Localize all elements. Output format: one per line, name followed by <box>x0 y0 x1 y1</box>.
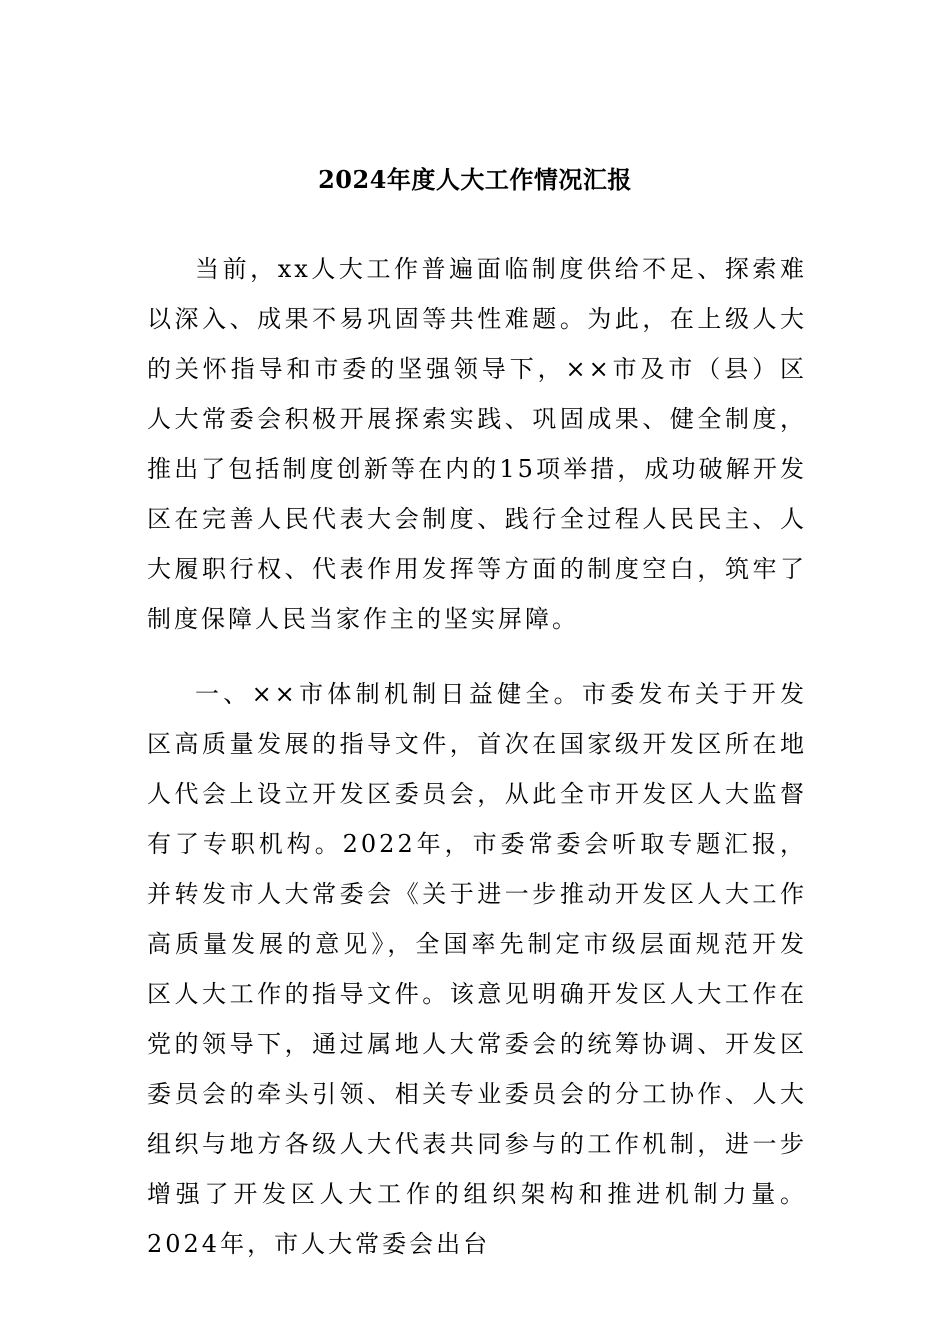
paragraph-intro: 当前，xx人大工作普遍面临制度供给不足、探索难以深入、成果不易巩固等共性难题。为此，在上级人大的关怀指导和市委的坚强领导下，××市及市（县）区人大常委会积极开展探索实践、巩固成果、健全制度，推出了包括制度创新等在内的15项举措，成功破解开发区在完善人民代表大会制度、践行全过程人民民主、人大履职行权、代表作用发挥等方面的制度空白，筑牢了制度保障人民当家作主的坚实屏障。 <box>147 255 807 633</box>
paragraph-section-1: 一、××市体制机制日益健全。市委发布关于开发区高质量发展的指导文件，首次在国家级开发区所在地人代会上设立开发区委员会，从此全市开发区人大监督有了专职机构。2022年，市委常委会听取专题汇报，并转发市人大常委会《关于进一步推动开发区人大工作高质量发展的意见》，全国率先制定市级层面规范开发区人大工作的指导文件。该意见明确开发区人大工作在党的领导下，通过属地人大常委会的统筹协调、开发区委员会的牵头引领、相关专业委员会的分工协作、人大组织与地方各级人大代表共同参与的工作机制，进一步增强了开发区人大工作的组织架构和推进机制力量。2024年，市人大常委会出台 <box>147 680 807 1258</box>
document-title: 2024年度人大工作情况汇报 <box>318 165 632 194</box>
